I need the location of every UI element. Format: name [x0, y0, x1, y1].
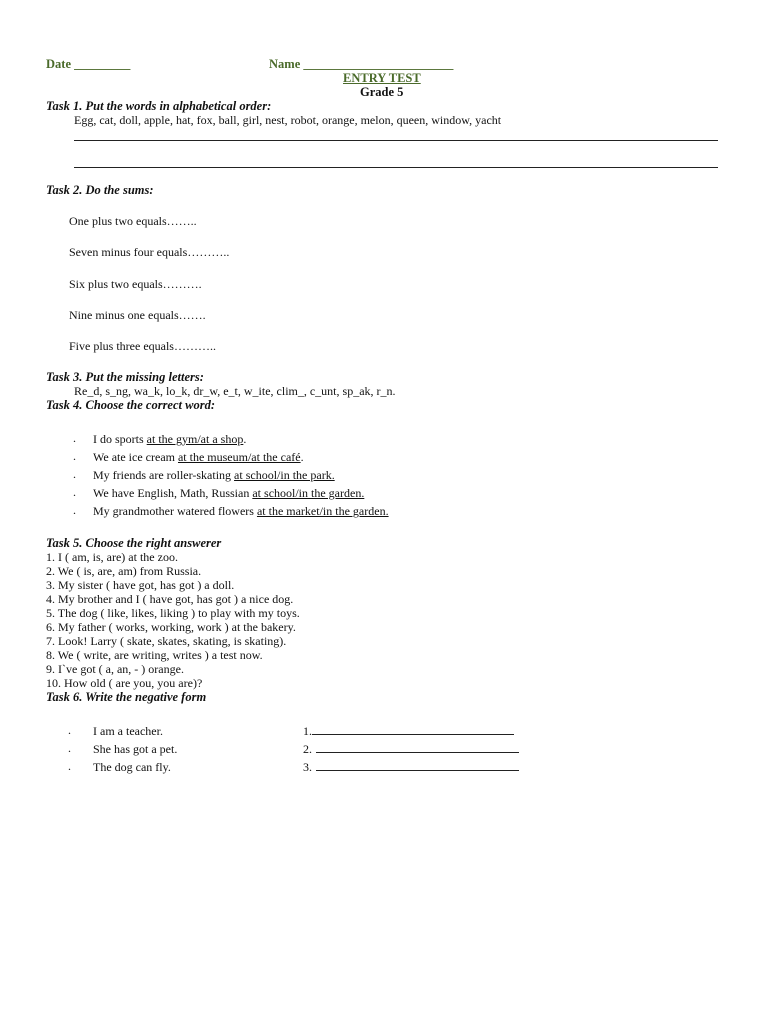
task1-answer-line-1[interactable]: [74, 140, 718, 141]
bullet-icon: .: [73, 503, 76, 517]
task2-title: Task 2. Do the sums:: [46, 183, 154, 197]
task2-item: Five plus three equals………..: [69, 339, 216, 353]
task4-choice[interactable]: at the market/in the garden.: [256, 504, 389, 518]
task4-choice[interactable]: at the museum/at the café: [177, 450, 301, 464]
task4-item: We have English, Math, Russian at school/in the garden.: [93, 486, 365, 500]
bullet-icon: .: [73, 431, 76, 445]
task5-item: 4. My brother and I ( have got, has got ) a nice dog.: [46, 592, 294, 606]
task1-words: Egg, cat, doll, apple, hat, fox, ball, girl, nest, robot, orange, melon, queen, window, yacht: [74, 113, 502, 127]
bullet-icon: .: [73, 485, 76, 499]
task2-item: Seven minus four equals………..: [69, 245, 230, 259]
task5-item: 2. We ( is, are, am) from Russia.: [46, 564, 202, 578]
task5-item: 1. I ( am, is, are) at the zoo.: [46, 550, 178, 564]
task2-item: Nine minus one equals…….: [69, 308, 206, 322]
task1-title: Task 1. Put the words in alphabetical order:: [46, 99, 272, 113]
task6-answer-1[interactable]: 1.: [303, 724, 514, 739]
task4-item: I do sports at the gym/at a shop.: [93, 432, 247, 446]
task6-sentence: I am a teacher.: [93, 724, 163, 738]
task4-choice[interactable]: at school/in the park.: [234, 468, 335, 482]
task5-item: 3. My sister ( have got, has got ) a doll.: [46, 578, 235, 592]
task1-answer-line-2[interactable]: [74, 167, 718, 168]
task6-title: Task 6. Write the negative form: [46, 690, 207, 704]
task3-title: Task 3. Put the missing letters:: [46, 370, 204, 384]
task4-item: My friends are roller-skating at school/in the park.: [93, 468, 335, 482]
task4-item: We ate ice cream at the museum/at the café.: [93, 450, 304, 464]
task2-item: One plus two equals……..: [69, 214, 197, 228]
task5-item: 10. How old ( are you, you are)?: [46, 676, 203, 690]
task5-item: 9. I`ve got ( a, an, - ) orange.: [46, 662, 184, 676]
bullet-icon: .: [73, 449, 76, 463]
task6-sentence: She has got a pet.: [93, 742, 178, 756]
task5-title: Task 5. Choose the right answerer: [46, 536, 222, 550]
task5-item: 5. The dog ( like, likes, liking ) to play with my toys.: [46, 606, 300, 620]
task4-choice[interactable]: at the gym/at a shop: [146, 432, 244, 446]
bullet-icon: .: [68, 723, 71, 737]
test-title: ENTRY TEST: [343, 71, 421, 85]
task5-item: 8. We ( write, are writing, writes ) a test now.: [46, 648, 263, 662]
task6-answer-3[interactable]: 3.: [303, 760, 519, 775]
task6-sentence: The dog can fly.: [93, 760, 171, 774]
task4-item: My grandmother watered flowers at the market/in the garden.: [93, 504, 389, 518]
bullet-icon: .: [68, 759, 71, 773]
task5-item: 7. Look! Larry ( skate, skates, skating, is skating).: [46, 634, 287, 648]
grade-label: Grade 5: [360, 85, 404, 99]
bullet-icon: .: [73, 467, 76, 481]
task2-item: Six plus two equals……….: [69, 277, 202, 291]
task3-letters: Re_d, s_ng, wa_k, lo_k, dr_w, e_t, w_ite, clim_, c_unt, sp_ak, r_n.: [74, 384, 396, 398]
task5-item: 6. My father ( works, working, work ) at the bakery.: [46, 620, 296, 634]
name-blank[interactable]: ________________________: [303, 57, 454, 71]
name-label: Name ________________________: [269, 57, 454, 71]
task6-answer-2[interactable]: 2.: [303, 742, 519, 757]
date-blank[interactable]: _________: [74, 57, 131, 71]
task4-choice[interactable]: at school/in the garden.: [252, 486, 365, 500]
bullet-icon: .: [68, 741, 71, 755]
task4-title: Task 4. Choose the correct word:: [46, 398, 215, 412]
date-label: Date _________: [46, 57, 131, 71]
